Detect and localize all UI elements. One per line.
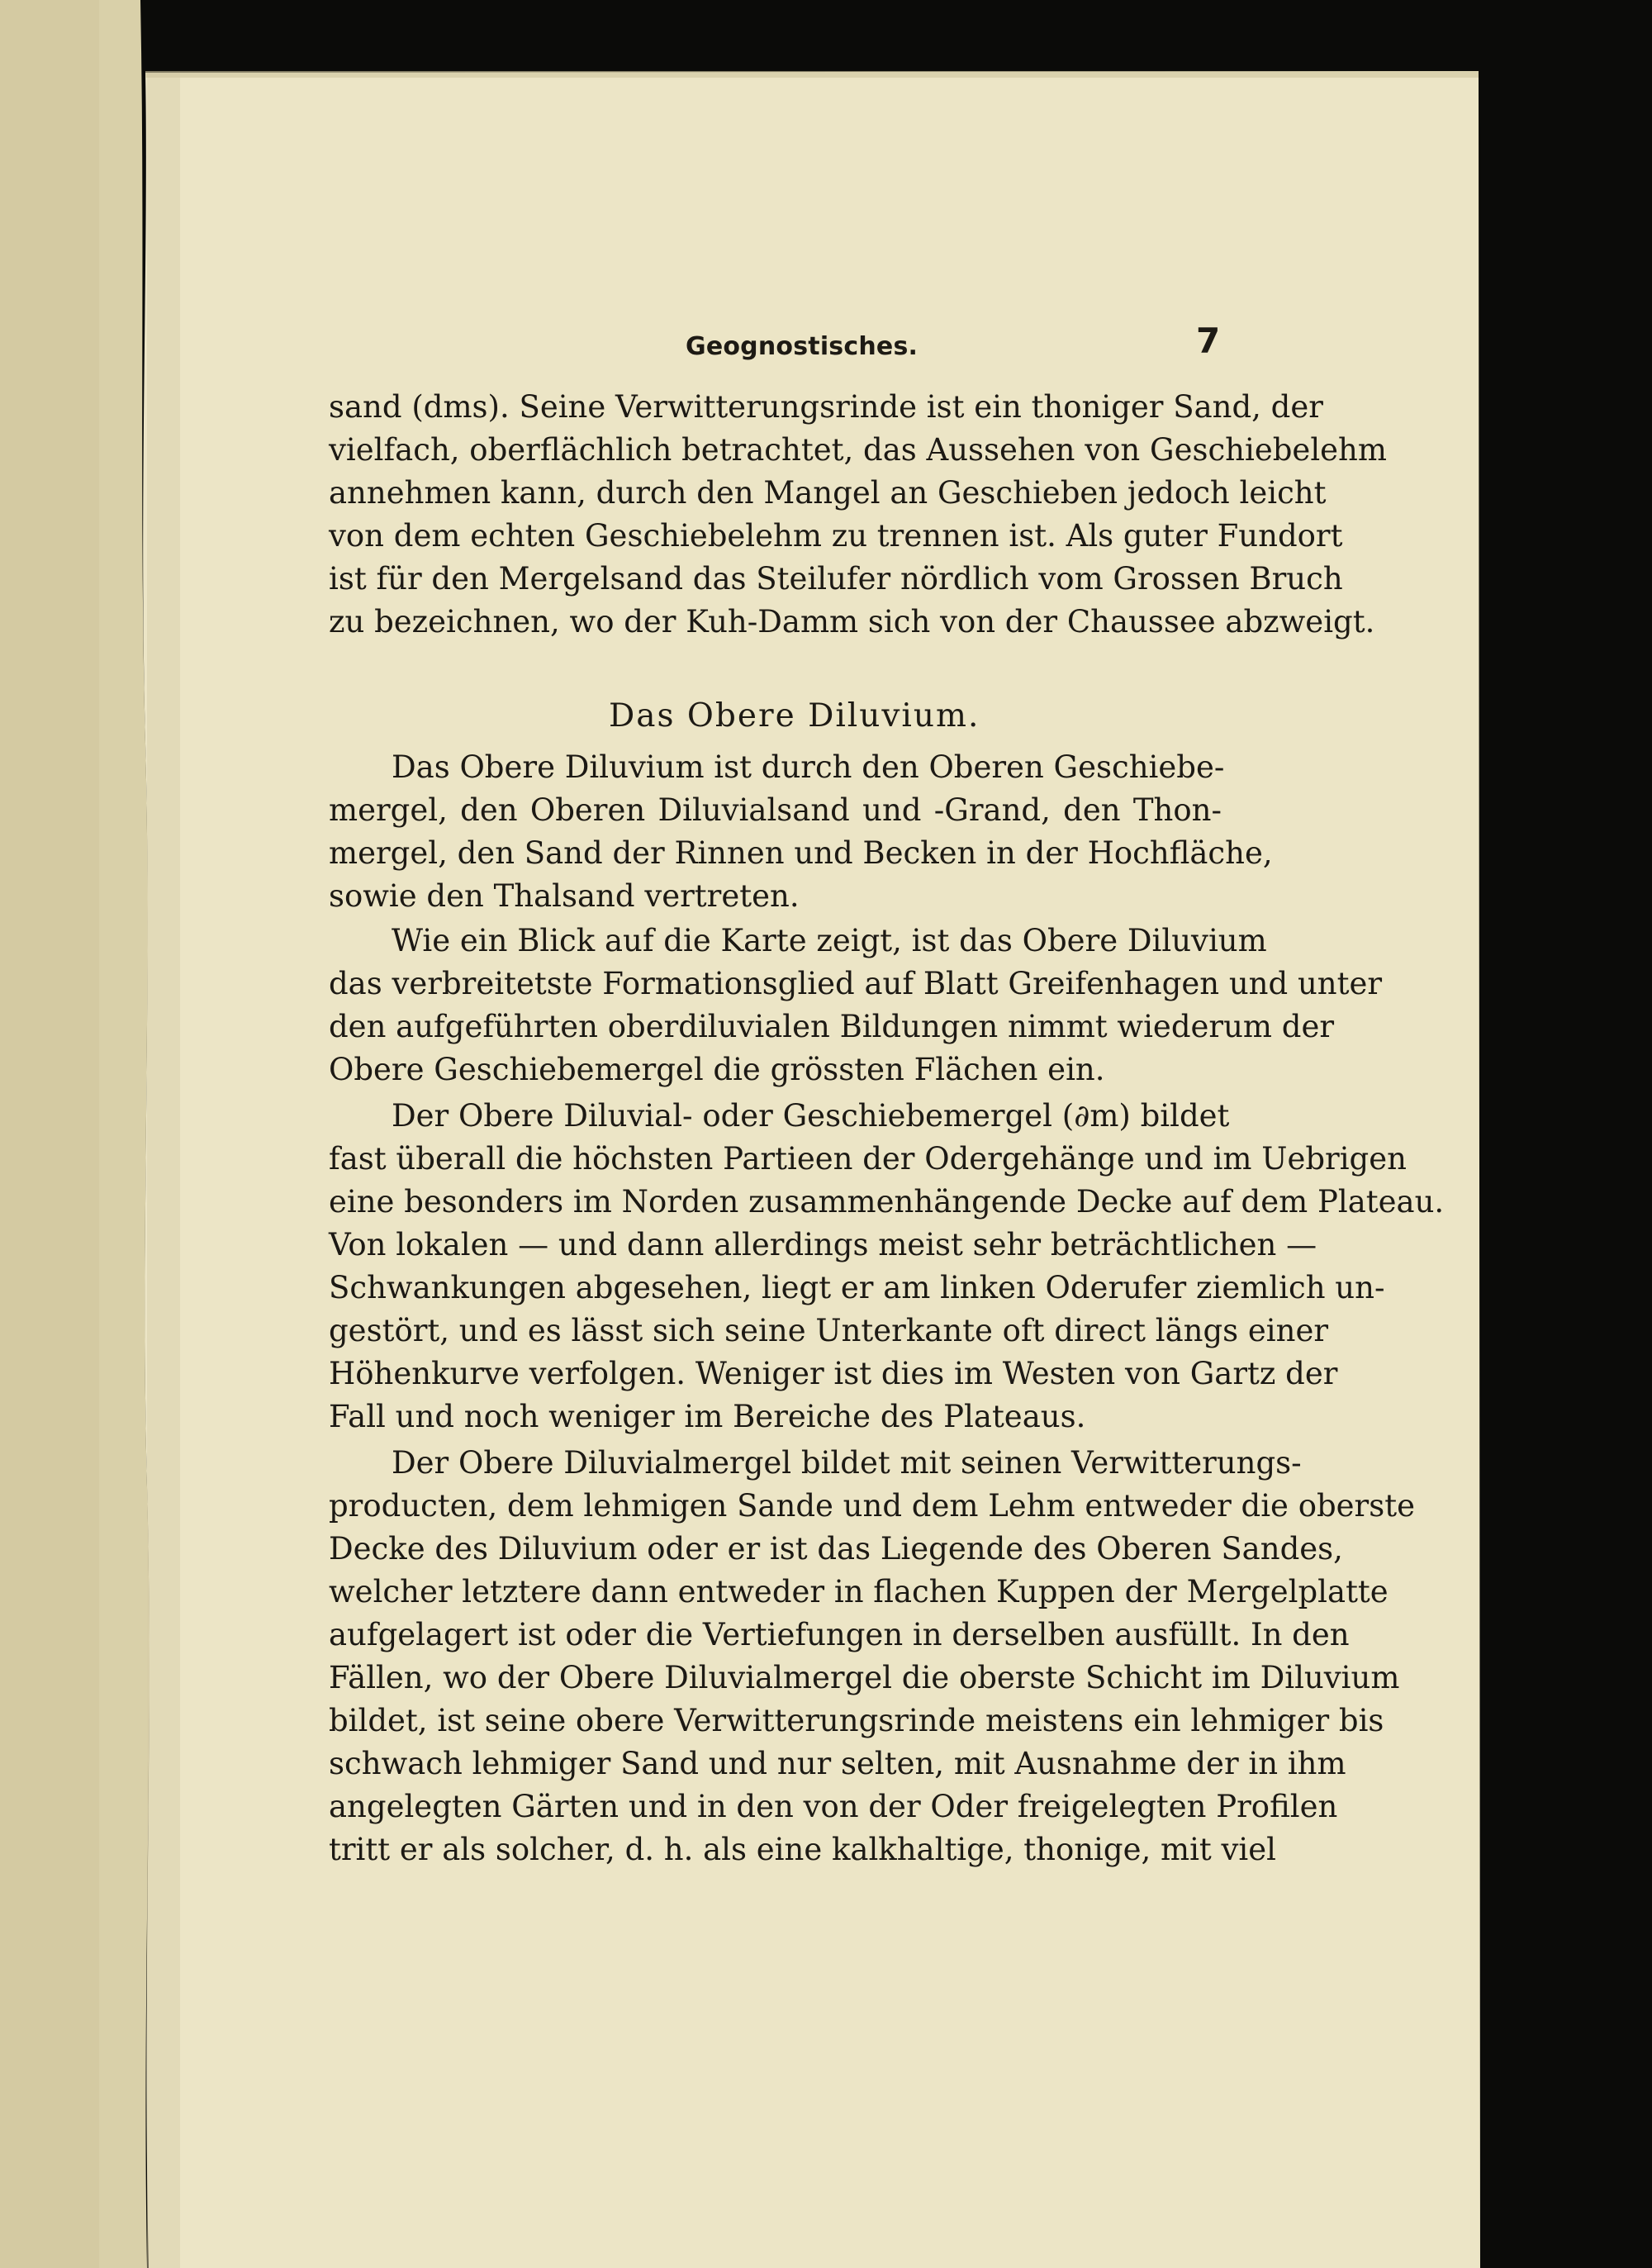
text-line: ist für den Mergelsand das Steilufer nördlich vom Grossen Bruch (329, 561, 1343, 597)
text-line: Höhenkurve verfolgen. Weniger ist dies im Westen von Gartz der (329, 1356, 1338, 1391)
text-line: sowie den Thalsand vertreten. (329, 878, 800, 914)
running-head: Geognostisches. (686, 332, 919, 361)
section-heading: Das Obere Diluvium. (609, 697, 980, 735)
text-line: sand (dms). Seine Verwitterungsrinde ist ein thoniger Sand, der (329, 389, 1323, 425)
text-line: producten, dem lehmigen Sande und dem Lehm entweder die oberste (329, 1488, 1415, 1524)
text-line: Fällen, wo der Obere Diluvialmergel die oberste Schicht im Diluvium (329, 1660, 1400, 1695)
text-line: bildet, ist seine obere Verwitterungsrinde meistens ein lehmiger bis (329, 1703, 1384, 1738)
text-line: mergel, den Oberen Diluvialsand und -Grand, den Thon- (329, 792, 1222, 828)
text-line: Der Obere Diluvialmergel bildet mit seinen Verwitterungs- (392, 1445, 1302, 1481)
text-line: Der Obere Diluvial- oder Geschiebemergel (∂m) bildet (392, 1098, 1230, 1134)
text-line: gestört, und es lässt sich seine Unterkante oft direct längs einer (329, 1313, 1329, 1348)
page-number: 7 (1196, 321, 1221, 361)
text-line: zu bezeichnen, wo der Kuh-Damm sich von der Chaussee abzweigt. (329, 604, 1375, 640)
text-line: schwach lehmiger Sand und nur selten, mit Ausnahme der in ihm (329, 1746, 1346, 1781)
text-line: angelegten Gärten und in den von der Oder freigelegten Profilen (329, 1789, 1338, 1824)
text-line: mergel, den Sand der Rinnen und Becken in der Hochfläche, (329, 835, 1273, 871)
text-line: Fall und noch weniger im Bereiche des Plateaus. (329, 1399, 1086, 1434)
text-line: Obere Geschiebemergel die grössten Flächen ein. (329, 1052, 1105, 1087)
text-line: annehmen kann, durch den Mangel an Geschieben jedoch leicht (329, 475, 1327, 511)
text-line: Von lokalen — und dann allerdings meist sehr beträchtlichen — (329, 1227, 1317, 1262)
text-line: von dem echten Geschiebelehm zu trennen ist. Als guter Fundort (329, 518, 1343, 554)
text-line: Das Obere Diluvium ist durch den Oberen Geschiebe- (392, 749, 1225, 785)
text-line: Wie ein Blick auf die Karte zeigt, ist das Obere Diluvium (392, 923, 1267, 958)
text-line: vielfach, oberflächlich betrachtet, das Aussehen von Geschiebelehm (329, 432, 1387, 468)
text-line: das verbreitetste Formationsglied auf Blatt Greifenhagen und unter (329, 966, 1383, 1001)
text-line: tritt er als solcher, d. h. als eine kalkhaltige, thonige, mit viel (329, 1832, 1276, 1867)
text-line: den aufgeführten oberdiluvialen Bildungen nimmt wiederum der (329, 1009, 1335, 1044)
text-line: aufgelagert ist oder die Vertiefungen in derselben ausfüllt. In den (329, 1617, 1350, 1652)
text-line: fast überall die höchsten Partieen der Odergehänge und im Uebrigen (329, 1141, 1407, 1177)
text-line: eine besonders im Norden zusammenhängende Decke auf dem Plateau. (329, 1184, 1445, 1220)
text-line: Schwankungen abgesehen, liegt er am linken Oderufer ziemlich un- (329, 1270, 1385, 1305)
text-line: welcher letztere dann entweder in flachen Kuppen der Mergelplatte (329, 1574, 1389, 1609)
text-line: Decke des Diluvium oder er ist das Liegende des Oberen Sandes, (329, 1531, 1343, 1567)
